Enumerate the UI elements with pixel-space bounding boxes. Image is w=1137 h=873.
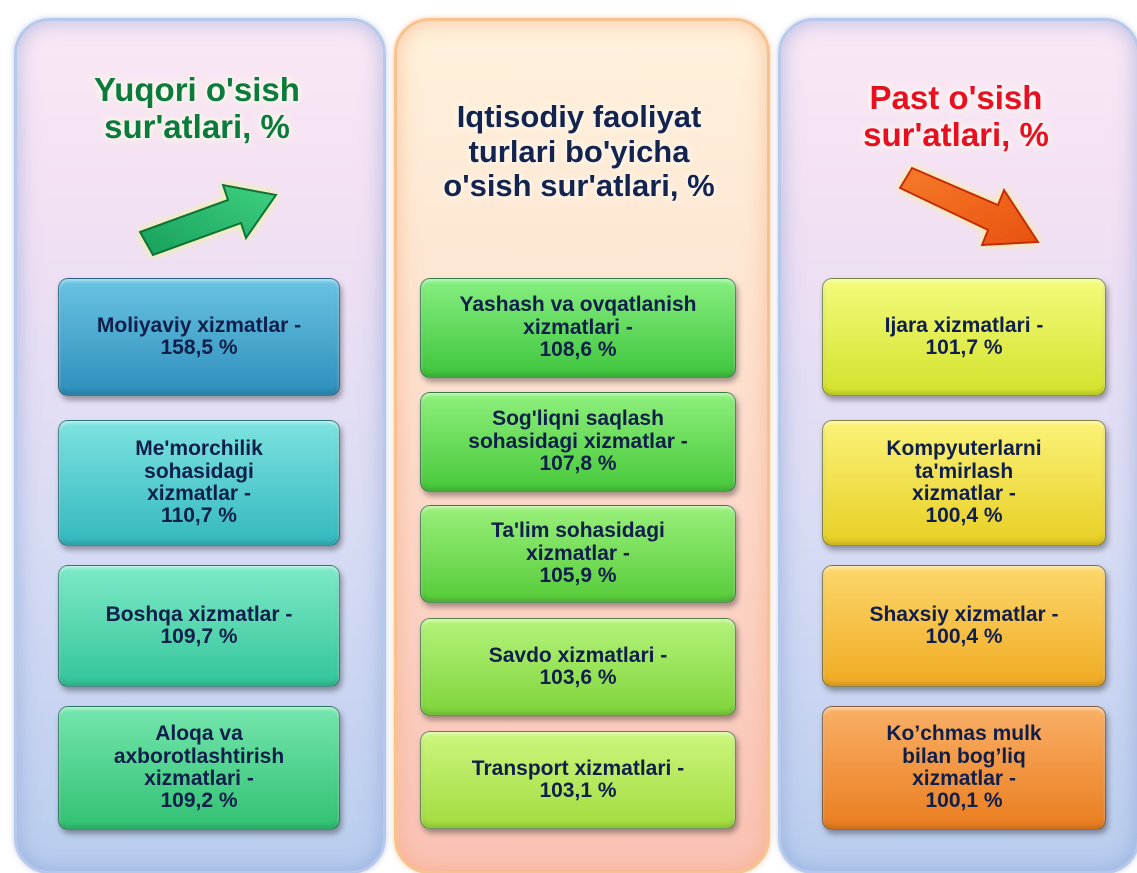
activity-types-title: Iqtisodiy faoliyat turlari bo'yicha o'sish sur'atlari, %	[443, 99, 715, 204]
list-item	[58, 706, 340, 830]
list-item	[822, 706, 1106, 830]
list-item	[420, 731, 736, 829]
arrow-down-right-shape	[900, 168, 1038, 245]
item-label: Savdo xizmatlari - 103,6 %	[488, 643, 668, 689]
item-label: Boshqa xizmatlar - 109,7 %	[105, 602, 293, 648]
arrow-down-right-icon	[890, 160, 1050, 260]
list-item	[58, 278, 340, 396]
list-item	[822, 278, 1106, 396]
item-label: Kompyuterlarni ta'mirlash xizmatlar - 100,4 %	[886, 437, 1042, 528]
list-item	[420, 392, 736, 492]
item-label: Ta'lim sohasidagi xizmatlar - 105,9 %	[491, 519, 665, 588]
list-item	[822, 420, 1106, 546]
list-item	[822, 565, 1106, 687]
low-growth-title: Past o'sish sur'atlari, %	[863, 79, 1049, 153]
item-label: Ijara xizmatlari - 101,7 %	[884, 313, 1044, 359]
item-label: Me'morchilik sohasidagi xizmatlar - 110,7 %	[135, 437, 263, 528]
list-item	[420, 618, 736, 716]
arrow-up-right-shape	[140, 185, 276, 255]
item-label: Sog'liqni saqlash sohasidagi xizmatlar - 107,8 %	[468, 407, 688, 476]
item-label: Aloqa va axborotlashtirish xizmatlari - 109,2 %	[113, 722, 285, 813]
item-label: Shaxsiy xizmatlar - 100,4 %	[869, 602, 1059, 648]
arrow-up-right-icon	[128, 160, 288, 260]
item-label: Moliyaviy xizmatlar - 158,5 %	[96, 313, 302, 359]
high-growth-title: Yuqori o'sish sur'atlari, %	[94, 71, 300, 145]
list-item	[58, 420, 340, 546]
item-label: Yashash va ovqatlanish xizmatlari - 108,6 %	[459, 293, 697, 362]
list-item	[420, 278, 736, 378]
list-item	[420, 505, 736, 603]
item-label: Transport xizmatlari - 103,1 %	[471, 756, 685, 802]
item-label: Ko’chmas mulk bilan bog’liq xizmatlar - 100,1 %	[886, 722, 1042, 813]
list-item	[58, 565, 340, 687]
